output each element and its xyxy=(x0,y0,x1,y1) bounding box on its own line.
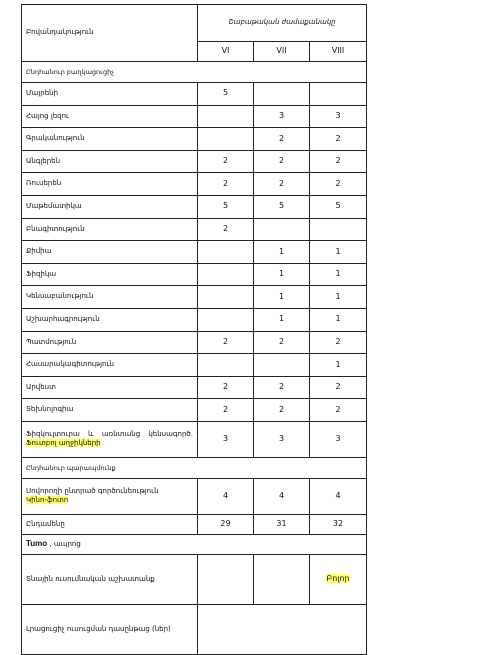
subject-name: Գրականություն xyxy=(22,128,198,151)
tumo-row xyxy=(22,534,367,554)
subject-row xyxy=(22,331,367,354)
subject-row xyxy=(22,105,367,128)
curriculum-table xyxy=(21,4,367,655)
subject-name: Ֆիզիկա xyxy=(22,263,198,286)
weekly-hours-header: Շաբաթական ժամաքանակը xyxy=(198,5,367,42)
subject-row xyxy=(22,150,367,173)
hours-vii: 1 xyxy=(254,241,310,264)
subject-name: Մայրենի xyxy=(22,83,198,106)
hours-vii: 5 xyxy=(254,195,310,218)
hours-viii: 1 xyxy=(310,308,367,331)
subject-name: Հասարակագիտություն xyxy=(22,354,198,377)
subject-row xyxy=(22,173,367,196)
elective-vi: 4 xyxy=(198,478,254,514)
hours-vi xyxy=(198,308,254,331)
hours-viii: 3 xyxy=(310,105,367,128)
hours-vii: 2 xyxy=(254,173,310,196)
sport-name: Ֆիզկուլտուրա և առնտանց կենսագործ. xyxy=(26,429,193,438)
subject-name: Պատմություն xyxy=(22,331,198,354)
sport-highlight: Ֆուտբոլ աղջիկների xyxy=(26,439,101,448)
hours-vi xyxy=(198,286,254,309)
subject-row xyxy=(22,376,367,399)
hours-vii: 2 xyxy=(254,399,310,422)
family-label: Տնային ուսումնական աշխատանք xyxy=(22,554,198,604)
hours-vii xyxy=(254,83,310,106)
subject-row xyxy=(22,218,367,241)
subject-name: Անգլերեն xyxy=(22,150,198,173)
subject-name: Արվեստ xyxy=(22,376,198,399)
family-vii xyxy=(254,554,310,604)
section-mandatory: Ընդհանուր պարապմունք xyxy=(22,457,367,478)
hours-viii: 2 xyxy=(310,331,367,354)
hours-vii: 3 xyxy=(254,105,310,128)
hours-viii: 1 xyxy=(310,241,367,264)
hours-vii: 1 xyxy=(254,308,310,331)
subject-row xyxy=(22,128,367,151)
subject-name: Բնագիտություն xyxy=(22,218,198,241)
hours-vii xyxy=(254,354,310,377)
subject-row xyxy=(22,354,367,377)
hours-viii: 5 xyxy=(310,195,367,218)
hours-viii: 2 xyxy=(310,173,367,196)
subject-name: Աշխարհագրություն xyxy=(22,308,198,331)
tumo-suffix: , ապրոց xyxy=(47,540,81,548)
subjects-body xyxy=(22,83,367,422)
subject-name: Քիմիա xyxy=(22,241,198,264)
hours-vi: 2 xyxy=(198,173,254,196)
hours-vi xyxy=(198,128,254,151)
subject-row xyxy=(22,263,367,286)
elective-viii: 4 xyxy=(310,478,367,514)
hours-vi: 5 xyxy=(198,83,254,106)
hours-viii: 2 xyxy=(310,376,367,399)
subject-header: Բովանդակություն xyxy=(22,5,198,62)
hours-vi xyxy=(198,354,254,377)
hours-vi: 2 xyxy=(198,150,254,173)
family-vi xyxy=(198,554,254,604)
subject-row xyxy=(22,195,367,218)
elective-highlight: Կինո-ֆոտո xyxy=(26,496,69,505)
hours-viii xyxy=(310,218,367,241)
subject-name: Հայոց լեզու xyxy=(22,105,198,128)
hours-vii xyxy=(254,218,310,241)
subject-name: Մաթեմատիկա xyxy=(22,195,198,218)
hours-viii xyxy=(310,83,367,106)
elective-name: Սովորողի ընտրած գործունեություն xyxy=(26,486,159,495)
sport-vii: 3 xyxy=(254,421,310,457)
hours-vi xyxy=(198,105,254,128)
sport-vi: 3 xyxy=(198,421,254,457)
hours-vii: 2 xyxy=(254,376,310,399)
hours-viii: 1 xyxy=(310,286,367,309)
family-viii-highlight: Բոլոր xyxy=(326,574,350,583)
grade-vi-header: VI xyxy=(198,42,254,62)
hours-vii: 2 xyxy=(254,331,310,354)
grade-vii-header: VII xyxy=(254,42,310,62)
hours-vi: 5 xyxy=(198,195,254,218)
hours-vii: 1 xyxy=(254,286,310,309)
hours-vi: 2 xyxy=(198,376,254,399)
sport-viii: 3 xyxy=(310,421,367,457)
elective-cell xyxy=(22,478,198,514)
extra-value xyxy=(198,604,367,654)
hours-viii: 1 xyxy=(310,354,367,377)
hours-viii: 2 xyxy=(310,128,367,151)
hours-viii: 2 xyxy=(310,399,367,422)
hours-vi xyxy=(198,263,254,286)
hours-vi: 2 xyxy=(198,331,254,354)
tumo-title: Tumo xyxy=(26,539,48,548)
hours-vi: 2 xyxy=(198,399,254,422)
hours-vi xyxy=(198,241,254,264)
subject-name: Ռուսերեն xyxy=(22,173,198,196)
total-label: Ընդամենը xyxy=(22,514,198,534)
total-vii: 31 xyxy=(254,514,310,534)
sport-cell xyxy=(22,421,198,457)
subject-row xyxy=(22,399,367,422)
hours-vi: 2 xyxy=(198,218,254,241)
hours-vii: 2 xyxy=(254,128,310,151)
hours-vii: 1 xyxy=(254,263,310,286)
hours-vii: 2 xyxy=(254,150,310,173)
hours-viii: 1 xyxy=(310,263,367,286)
subject-row xyxy=(22,286,367,309)
subject-row xyxy=(22,308,367,331)
grade-viii-header: VIII xyxy=(310,42,367,62)
subject-name: Տեխնոլոգիա xyxy=(22,399,198,422)
total-viii: 32 xyxy=(310,514,367,534)
extra-label: Լրացուցիչ ուսուցման դասընթաց (ներ) xyxy=(22,604,198,654)
elective-vii: 4 xyxy=(254,478,310,514)
subject-row xyxy=(22,83,367,106)
family-viii xyxy=(310,554,367,604)
total-vi: 29 xyxy=(198,514,254,534)
section-general: Ընդհանուր բաղկացուցիչ xyxy=(22,62,367,83)
subject-row xyxy=(22,241,367,264)
subject-name: Կենսաբանություն xyxy=(22,286,198,309)
hours-viii: 2 xyxy=(310,150,367,173)
